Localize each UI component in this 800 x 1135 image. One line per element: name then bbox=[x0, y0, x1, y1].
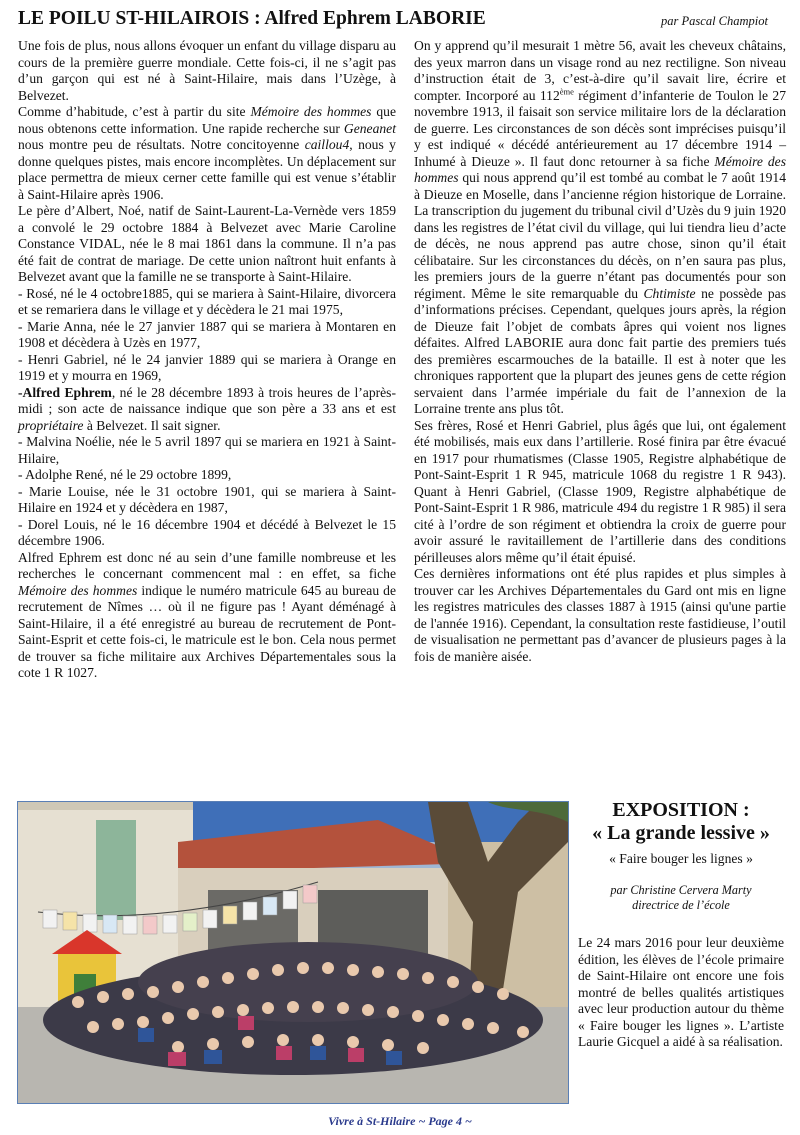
text-segment: Chtimiste bbox=[643, 285, 696, 301]
article-paragraph bbox=[18, 467, 396, 484]
article-paragraph bbox=[18, 550, 396, 682]
text-segment: - Henri Gabriel, né le 24 janvier 1889 qui se mariera à Orange en 1919 et y mourra en 1969, bbox=[18, 351, 396, 383]
text-segment: Alfred Ephrem est donc né au sein d’une famille nombreuse et les recherches le concernant commencent mal : en effet, sa fiche bbox=[18, 549, 396, 581]
article-header bbox=[18, 8, 788, 34]
text-segment: On y apprend qu’il mesurait 1 mètre 56, avait les cheveux châtains, des yeux marron dans un visage rond au nez rectiligne. Son niveau d’instruction était de 3, c’est-à-dire qu’il savait lire, écrire et compter. Incorporé au 112 bbox=[414, 38, 786, 103]
text-segment: - Adolphe René, né le 29 octobre 1899, bbox=[18, 467, 232, 482]
exposition-subtitle: « Faire bouger les lignes » bbox=[609, 851, 753, 866]
article-paragraph bbox=[18, 352, 396, 385]
text-segment: propriétaire bbox=[18, 417, 84, 433]
text-segment: - Marie Louise, née le 31 octobre 1901, qui se mariera à Saint-Hilaire en 1924 et y décèdera en 1987, bbox=[18, 483, 396, 515]
article-byline: par Pascal Champiot bbox=[661, 14, 768, 28]
text-segment: Le père d’Albert, Noé, natif de Saint-Laurent-La-Vernède vers 1859 a convolé le 29 octobre 1884 à Belvezet avec Marie Caroline Constance VIDAL, née le 8 mai 1861 dans la commune. Il n’a pas été fait de contrat de mariage. De cette union naîtront huit enfants à Belvezet avant que la famille ne se transporte à Saint-Hilaire. bbox=[18, 203, 396, 284]
text-segment: Geneanet bbox=[343, 120, 396, 136]
text-segment: , nous y donne quelques pistes, mais encore incomplètes. Un déplacement sur place permettra de mieux cerner cette famille qui est venue s’établir à Saint-Hilaire après 1906. bbox=[18, 137, 396, 202]
exposition-article bbox=[578, 799, 784, 1051]
article-paragraph bbox=[18, 319, 396, 352]
page-footer: Vivre à St-Hilaire ~ Page 4 ~ bbox=[328, 1114, 472, 1128]
text-segment: ne possède pas d’informations précises. Cependant, quelques jours après, la région de Dieuze fait l’objet de combats âpres qui voient nos lignes défaites. Alfred LABORIE aura donc fait partie des premiers tués des premières escarmouches de la bataille. Il est à noter que les chroniques rapportent que la plupart des jeunes gens de cette région servaient dans l’armée impériale du fait de l’annexion de la Lorraine trente ans plus tôt. bbox=[414, 285, 787, 416]
text-segment: Ses frères, Rosé et Henri Gabriel, plus âgés que lui, ont également été mobilisés, mais eux dans l’artillerie. Rosé finira par être évacué en 1917 pour rhumatismes (Classe 1905, Registre alphabétique de Pont-Saint-Esprit 1 R 945, matricule 1068 du registre 1 R 943). Quant à Henri Gabriel, (Classe 1909, Registre alphabétique de Pont-Saint-Esprit 1 R 986, matricule 494 du registre 1 R 985) il sera cité à l’ordre de son régiment et obtiendra la croix de guerre pour avoir assuré le ravitaillement de l’artillerie dans des conditions périlleuses alors même qu’il était épuisé. bbox=[414, 417, 786, 565]
text-segment: qui nous apprend qu’il est tombé au combat le 7 août 1914 à Dieuze en Moselle, dans l’ancienne région historique de Lorraine. La transcription du jugement du tribunal civil d’Uzès du 9 juin 1920 dans les registres de l’état civil du village, qui lui tiendra lieu d’acte de décès, ne nous apprend pas autre chose, sinon qu’il était célibataire. Sur les circonstances du décès, on n’en saura pas plus, les premiers jours de la guerre n’étant pas documentés pour son régiment. Même le site remarquable du bbox=[414, 170, 786, 301]
text-segment: - Marie Anna, née le 27 janvier 1887 qui se mariera à Montaren en 1908 et décèdera à Uzès en 1977, bbox=[18, 318, 396, 350]
text-segment: Une fois de plus, nous allons évoquer un enfant du village disparu au cours de la première guerre mondiale. Cette fois-ci, il ne s’agit pas d’un garçon qui est né à Saint-Hilaire, mais dans l’Uzège, à Belvezet. bbox=[18, 38, 396, 103]
article-title: LE POILU ST-HILAIROIS : Alfred Ephrem LABORIE bbox=[18, 8, 486, 29]
article-paragraph bbox=[18, 38, 396, 104]
exposition-author-name: par Christine Cervera Marty bbox=[610, 883, 752, 897]
article-paragraph bbox=[18, 385, 396, 435]
article-right-column bbox=[414, 38, 786, 665]
exposition-author bbox=[578, 883, 784, 913]
text-segment: caillou4 bbox=[304, 137, 350, 152]
article-paragraph bbox=[414, 418, 786, 567]
exposition-title-line1: EXPOSITION : bbox=[612, 799, 750, 821]
article-paragraph bbox=[18, 484, 396, 517]
exposition-author-role: directrice de l’école bbox=[632, 898, 730, 912]
school-class-photo bbox=[17, 801, 569, 1104]
text-segment: ème bbox=[559, 85, 574, 96]
text-segment: régiment d’infanterie de Toulon le 27 novembre 1913, il faisait son service militaire lors de la déclaration de guerre. Les circonstances de son décès sont imprécises puisqu’il y est indiqué « décédé antérieurement au 17 décembre 1914 – Inhumé à Dieuze ». Il faut donc retourner à sa fiche bbox=[414, 87, 786, 169]
exposition-body: Le 24 mars 2016 pour leur deuxième édition, les élèves de l’école primaire de Saint-Hilaire ont encore une fois montré de belles qualités artistiques avec leur production autour du thème « Faire bouger les lignes ». L’artiste Laurie Gicquel a aidé à sa réalisation. bbox=[578, 935, 784, 1049]
article-paragraph bbox=[414, 38, 786, 418]
text-segment: Mémoire des hommes bbox=[18, 582, 138, 598]
article-paragraph bbox=[414, 566, 786, 665]
text-segment: - Malvina Noélie, née le 5 avril 1897 qui se mariera en 1921 à Saint-Hilaire, bbox=[18, 434, 396, 466]
article-paragraph bbox=[18, 104, 396, 203]
text-segment: indique le numéro matricule 645 au bureau de recrutement de Nîmes … où il ne figure pas ! Ayant déménagé à Saint-Hilaire, il a été enregistré au bureau de recrutement de Pont-Saint-Esprit et cette fois-ci, le matricule est le bon. Cela nous permet de trouver sa fiche militaire aux Archives Départementales sous la cote 1 R 1027. bbox=[18, 582, 396, 680]
text-segment: - Rosé, né le 4 octobre1885, qui se mariera à Saint-Hilaire, divorcera et se remariera dans le village et y décèdera le 21 mai 1975, bbox=[18, 285, 396, 317]
text-segment: nous montre peu de résultats. Notre concitoyenne bbox=[18, 137, 305, 152]
text-segment: Comme d’habitude, c’est à partir du site bbox=[18, 104, 251, 119]
text-segment: - Dorel Louis, né le 16 décembre 1904 et décédé à Belvezet le 15 décembre 1906. bbox=[18, 516, 396, 548]
text-segment: que nous obtenons cette information. Une rapide recherche sur bbox=[18, 104, 396, 136]
text-segment: à Belvezet. Il sait signer. bbox=[83, 417, 221, 433]
text-segment: Mémoire des hommes bbox=[250, 104, 372, 119]
text-segment: Ces dernières informations ont été plus rapides et plus simples à trouver car les Archives Départementales du Gard ont mis en ligne les registres matricules des classes 1887 à 1915 (ainsi qu'une partie de l'année 1916). Cependant, la consultation reste fastidieuse, l’outil de visualisation ne permettant pas d’avancer de plusieurs pages à la fois de manière aisée. bbox=[414, 566, 786, 664]
article-paragraph bbox=[18, 203, 396, 286]
article-paragraph bbox=[18, 286, 396, 319]
article-paragraph bbox=[18, 434, 396, 467]
exposition-title-line2: « La grande lessive » bbox=[592, 822, 770, 844]
text-segment: , né le 28 décembre 1893 à trois heures de l’après-midi ; son acte de naissance indique que son père a 33 ans et est bbox=[18, 384, 396, 416]
article-left-column bbox=[18, 38, 396, 682]
text-segment: -Alfred Ephrem bbox=[18, 384, 112, 400]
article-paragraph bbox=[18, 517, 396, 550]
text-segment: Mémoire des hommes bbox=[414, 153, 786, 185]
